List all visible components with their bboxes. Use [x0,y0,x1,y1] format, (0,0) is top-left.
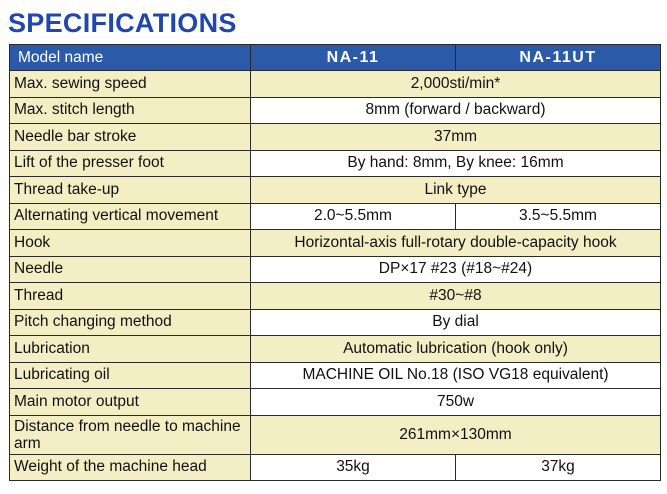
row-label: Alternating vertical movement [10,203,251,230]
row-value-na-11ut: 3.5~5.5mm [456,203,661,230]
row-label: Max. stitch length [10,97,251,124]
row-value: 261mm×130mm [251,415,661,454]
row-label: Needle [10,256,251,283]
specifications-table [9,44,661,481]
row-label: Main motor output [10,389,251,416]
row-value: #30~#8 [251,283,661,310]
row-label: Distance from needle to machine arm [10,415,251,454]
page-title: SPECIFICATIONS [8,8,237,38]
row-label: Hook [10,230,251,257]
row-label: Pitch changing method [10,309,251,336]
row-value: By hand: 8mm, By knee: 16mm [251,150,661,177]
table-row [10,124,661,151]
row-label: Lubrication [10,336,251,363]
table-row [10,283,661,310]
table-row [10,389,661,416]
row-value: 37mm [251,124,661,151]
row-value: DP×17 #23 (#18~#24) [251,256,661,283]
row-value: MACHINE OIL No.18 (ISO VG18 equivalent) [251,362,661,389]
header-label: Model name [10,45,251,71]
model-na-11ut: NA-11UT [456,45,661,71]
table-row [10,97,661,124]
row-label: Lubricating oil [10,362,251,389]
table-row [10,203,661,230]
table-row [10,230,661,257]
row-label: Needle bar stroke [10,124,251,151]
row-value: Automatic lubrication (hook only) [251,336,661,363]
row-value: 750w [251,389,661,416]
table-row [10,415,661,454]
row-label: Thread [10,283,251,310]
table-row [10,362,661,389]
table-row [10,71,661,98]
table-row [10,454,661,481]
row-value: 2,000sti/min* [251,71,661,98]
model-na-11: NA-11 [251,45,456,71]
row-label: Thread take-up [10,177,251,204]
row-value: 8mm (forward / backward) [251,97,661,124]
row-value-na-11ut: 37kg [456,454,661,481]
table-header-row [10,45,661,71]
row-value: Link type [251,177,661,204]
row-value-na-11: 2.0~5.5mm [251,203,456,230]
row-value: By dial [251,309,661,336]
table-row [10,309,661,336]
row-label: Lift of the presser foot [10,150,251,177]
table-row [10,336,661,363]
table-row [10,150,661,177]
row-label: Weight of the machine head [10,454,251,481]
row-label: Max. sewing speed [10,71,251,98]
row-value-na-11: 35kg [251,454,456,481]
table-row [10,177,661,204]
table-row [10,256,661,283]
row-value: Horizontal-axis full-rotary double-capacity hook [251,230,661,257]
